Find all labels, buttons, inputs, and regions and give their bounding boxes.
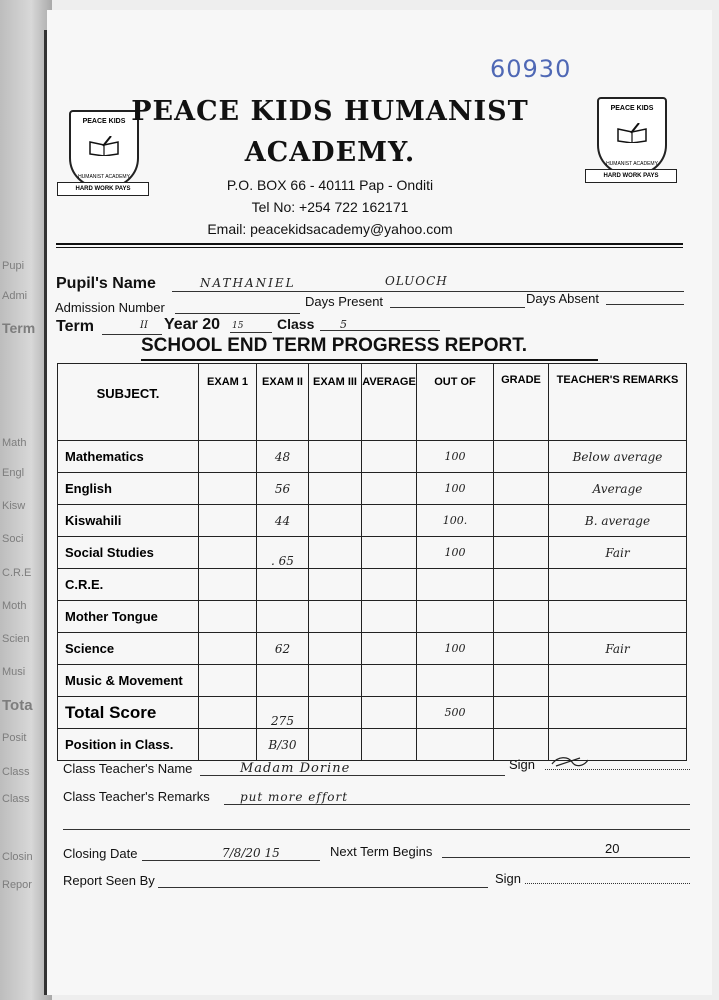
signature-mark — [550, 754, 590, 770]
book-pen-icon — [617, 123, 647, 143]
exam2-score: . 65 — [257, 537, 309, 569]
closing-date-line — [142, 860, 320, 861]
column-header: GRADE — [494, 364, 549, 441]
column-header: TEACHER'S REMARKS — [549, 364, 687, 441]
postal-address: P.O. BOX 66 - 40111 Pap - Onditi — [226, 177, 434, 193]
ghost-text: Class — [2, 793, 30, 805]
pupil-name-line — [172, 291, 684, 292]
days-absent-line — [606, 304, 684, 305]
teacher-remark: Below average — [549, 441, 687, 473]
remarks-line-2 — [63, 829, 690, 830]
ghost-text: Closin — [2, 851, 33, 863]
pupil-last-name: OLUOCH — [385, 274, 448, 288]
next-term-label: Next Term Begins — [330, 844, 433, 859]
table-row — [58, 633, 687, 665]
year-line — [230, 332, 272, 333]
next-term-year-prefix: 20 — [605, 841, 620, 856]
closing-date: 7/8/20 15 — [222, 846, 280, 860]
position-value: B/30 — [257, 729, 309, 761]
ghost-text: Admi — [2, 290, 28, 302]
telephone: Tel No: +254 722 162171 — [251, 199, 409, 215]
ghost-text: Moth — [2, 600, 27, 612]
exam2-score: 48 — [257, 441, 309, 473]
teacher-remark: Fair — [549, 537, 687, 569]
column-header: EXAM II — [257, 364, 309, 441]
days-absent-label: Days Absent — [526, 291, 599, 306]
exam2-score: 44 — [257, 505, 309, 537]
admission-number-line — [175, 313, 300, 314]
ghost-text: Soci — [2, 533, 24, 545]
class-teacher-name: Madam Dorine — [240, 761, 351, 776]
days-present-label: Days Present — [305, 294, 384, 309]
seen-by-line — [158, 887, 488, 888]
admission-number-label: Admission Number — [55, 300, 165, 315]
report-seen-by-label: Report Seen By — [63, 873, 155, 888]
subject-name: Kiswahili — [58, 505, 199, 537]
ghost-text: Kisw — [2, 500, 26, 512]
year-label: Year 20 — [164, 316, 221, 333]
ghost-text: Posit — [2, 732, 27, 744]
position-label: Position in Class. — [58, 729, 199, 761]
teacher-remark: B. average — [549, 505, 687, 537]
subject-name: C.R.E. — [58, 569, 199, 601]
table-row — [58, 569, 687, 601]
school-logo-left: PEACE KIDS HUMANIST ACADEMY HARD WORK PAYS — [57, 106, 147, 206]
ghost-text: Pupi — [2, 260, 25, 272]
subject-name: Music & Movement — [58, 665, 199, 697]
teacher-remark: Average — [549, 473, 687, 505]
school-name-line2: ACADEMY. — [244, 137, 416, 168]
ghost-text: Term — [2, 320, 36, 336]
table-row-position — [58, 729, 687, 761]
class-teacher-remarks: put more effort — [240, 790, 349, 804]
email: Email: peacekidsacademy@yahoo.com — [207, 221, 453, 237]
table-row — [58, 473, 687, 505]
table-header-row — [58, 364, 687, 441]
subject-name: Mother Tongue — [58, 601, 199, 633]
column-header: EXAM III — [309, 364, 362, 441]
header-rule — [56, 243, 683, 245]
class-teacher-remarks-label: Class Teacher's Remarks — [63, 789, 210, 804]
table-row — [58, 505, 687, 537]
pupil-first-name: NATHANIEL — [200, 276, 296, 290]
out-of: 100 — [417, 537, 494, 569]
column-header: AVERAGE — [362, 364, 417, 441]
closing-date-label: Closing Date — [63, 846, 138, 861]
total-exam2: 275 — [257, 697, 309, 729]
class-value: 5 — [340, 318, 347, 331]
class-teacher-name-label: Class Teacher's Name — [63, 761, 193, 776]
sign-label: Sign — [509, 757, 536, 772]
teacher-remarks-line — [224, 804, 690, 805]
exam2-score: 62 — [257, 633, 309, 665]
header-rule — [56, 247, 683, 248]
out-of: 100 — [417, 473, 494, 505]
days-present-line — [390, 307, 525, 308]
ghost-text: C.R.E — [2, 567, 32, 579]
marks-table — [57, 363, 687, 761]
ghost-text: Repor — [2, 879, 32, 891]
exam2-score: 56 — [257, 473, 309, 505]
total-score-label: Total Score — [58, 697, 199, 729]
subject-name: English — [58, 473, 199, 505]
ghost-text: Engl — [2, 467, 25, 479]
ghost-text: Musi — [2, 666, 26, 678]
class-line — [320, 330, 440, 331]
table-row — [58, 665, 687, 697]
term-label: Term — [56, 318, 94, 335]
teacher-remark: Fair — [549, 633, 687, 665]
subject-name: Science — [58, 633, 199, 665]
next-term-line — [442, 857, 690, 858]
subject-name: Social Studies — [58, 537, 199, 569]
year-value: 15 — [232, 321, 244, 331]
ghost-text: Math — [2, 437, 27, 449]
table-row — [58, 537, 687, 569]
report-title: SCHOOL END TERM PROGRESS REPORT. — [141, 335, 528, 356]
out-of: 100. — [417, 505, 494, 537]
out-of: 100 — [417, 441, 494, 473]
table-row — [58, 601, 687, 633]
ghost-text: Scien — [2, 633, 30, 645]
ghost-text: Tota — [2, 697, 33, 714]
pupil-name-label: Pupil's Name — [56, 275, 156, 292]
total-out-of: 500 — [417, 697, 494, 729]
school-logo-right: PEACE KIDS HUMANIST ACADEMY HARD WORK PAYS — [585, 93, 675, 193]
subject-name: Mathematics — [58, 441, 199, 473]
out-of: 100 — [417, 633, 494, 665]
table-row — [58, 441, 687, 473]
table-row-total — [58, 697, 687, 729]
school-name-line1: PEACE KIDS HUMANIST — [131, 96, 529, 127]
class-label: Class — [277, 316, 315, 332]
sign-label-2: Sign — [495, 871, 522, 886]
column-header: SUBJECT. — [58, 364, 199, 441]
sign-line-2 — [525, 883, 690, 884]
serial-number: 60930 — [490, 55, 572, 83]
column-header: OUT OF — [417, 364, 494, 441]
column-header: EXAM 1 — [199, 364, 257, 441]
report-title-underline — [141, 359, 598, 361]
ghost-text: Class — [2, 766, 30, 778]
term-value: II — [140, 320, 148, 331]
